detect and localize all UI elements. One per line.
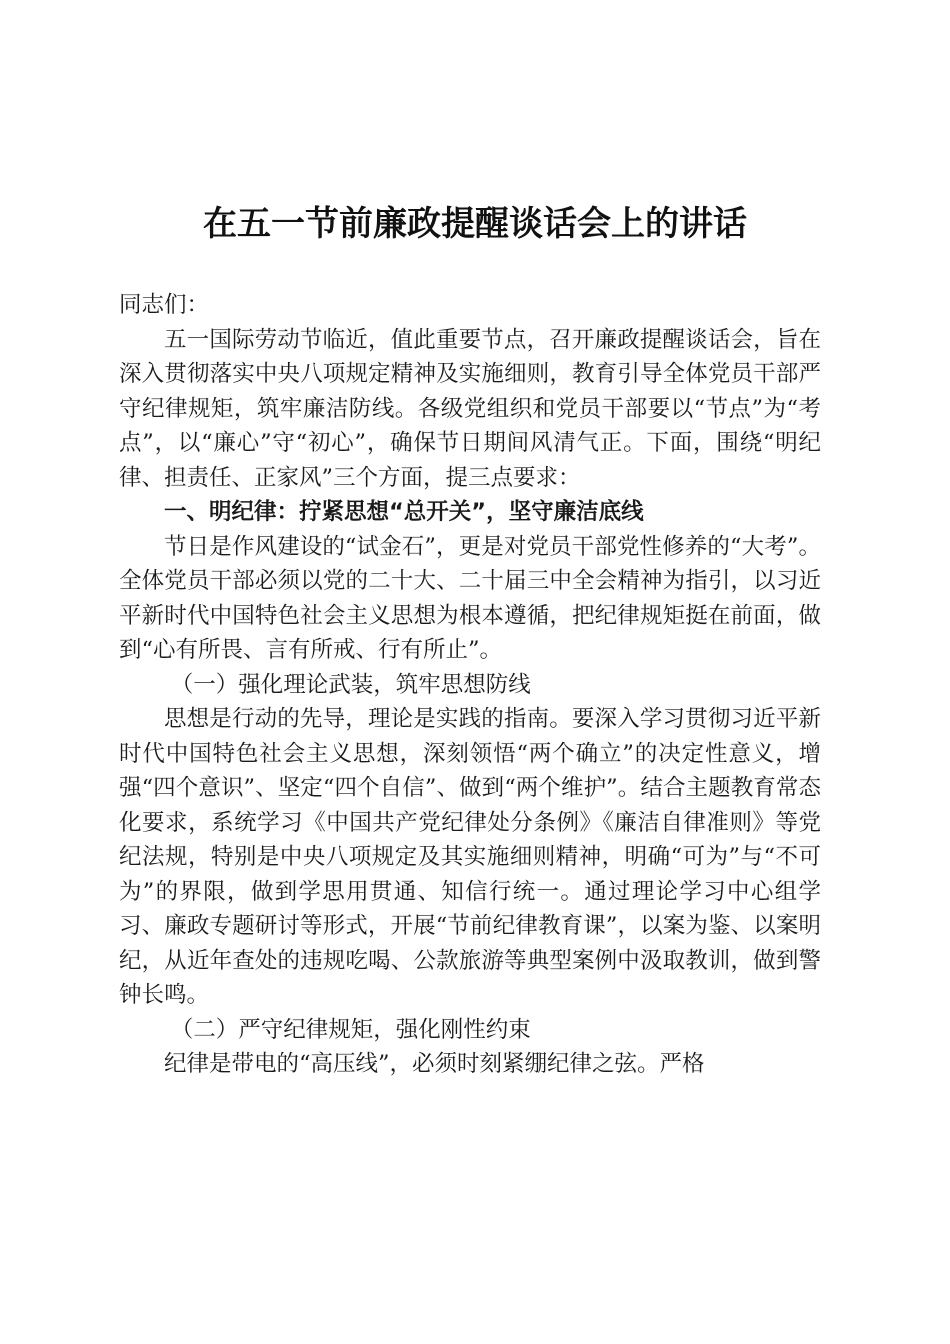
salutation: 同志们： (119, 292, 210, 318)
subsection-heading-2: （二）严守纪律规矩，强化刚性约束 (170, 1016, 531, 1043)
subsection-heading-1: （一）强化理论武装，筑牢思想防线 (170, 671, 531, 698)
document-title: 在五一节前廉政提醒谈话会上的讲话 (203, 204, 747, 244)
paragraph-subsection-1: 思想是行动的先导，理论是实践的指南。要深入学习贯彻习近平新时代中国特色社会主义思想，深刻领悟“两个确立”的决定性意义，增强“四个意识”、坚定“四个自信”、做到“两个维护”。结合主题教育常态化要求，系统学习《中国共产党纪律处分条例》《廉洁自律准则》等党纪法规，特别是中央八项规定及其实施细则精神，明确“可为”与“不可为”的界限，做到学思用贯通、知信行统一。通过理论学习中心组学习、廉政专题研讨等形式，开展“节前纪律教育课”，以案为鉴、以案明纪，从近年查处的违规吃喝、公款旅游等典型案例中汲取教训，做到警钟长鸣。 (119, 706, 821, 1008)
paragraph-subsection-2: 纪律是带电的“高压线”，必须时刻紧绷纪律之弦。严格 (164, 1051, 705, 1077)
section-heading-1: 一、明纪律：拧紧思想“总开关”，坚守廉洁底线 (164, 499, 644, 525)
paragraph-intro: 五一国际劳动节临近，值此重要节点，召开廉政提醒谈话会，旨在深入贯彻落实中央八项规定精神及实施细则，教育引导全体党员干部严守纪律规矩，筑牢廉洁防线。各级党组织和党员干部要以“节点”为“考点”，以“廉心”守“初心”，确保节日期间风清气正。下面，围绕“明纪律、担责任、正家风”三个方面，提三点要求： (119, 326, 821, 491)
document-body (119, 288, 821, 1082)
paragraph-section-1: 节日是作风建设的“试金石”，更是对党员干部党性修养的“大考”。全体党员干部必须以党的二十大、二十届三中全会精神为指引，以习近平新时代中国特色社会主义思想为根本遵循，把纪律规矩挺在前面，做到“心有所畏、言有所戒、行有所止”。 (119, 533, 821, 663)
